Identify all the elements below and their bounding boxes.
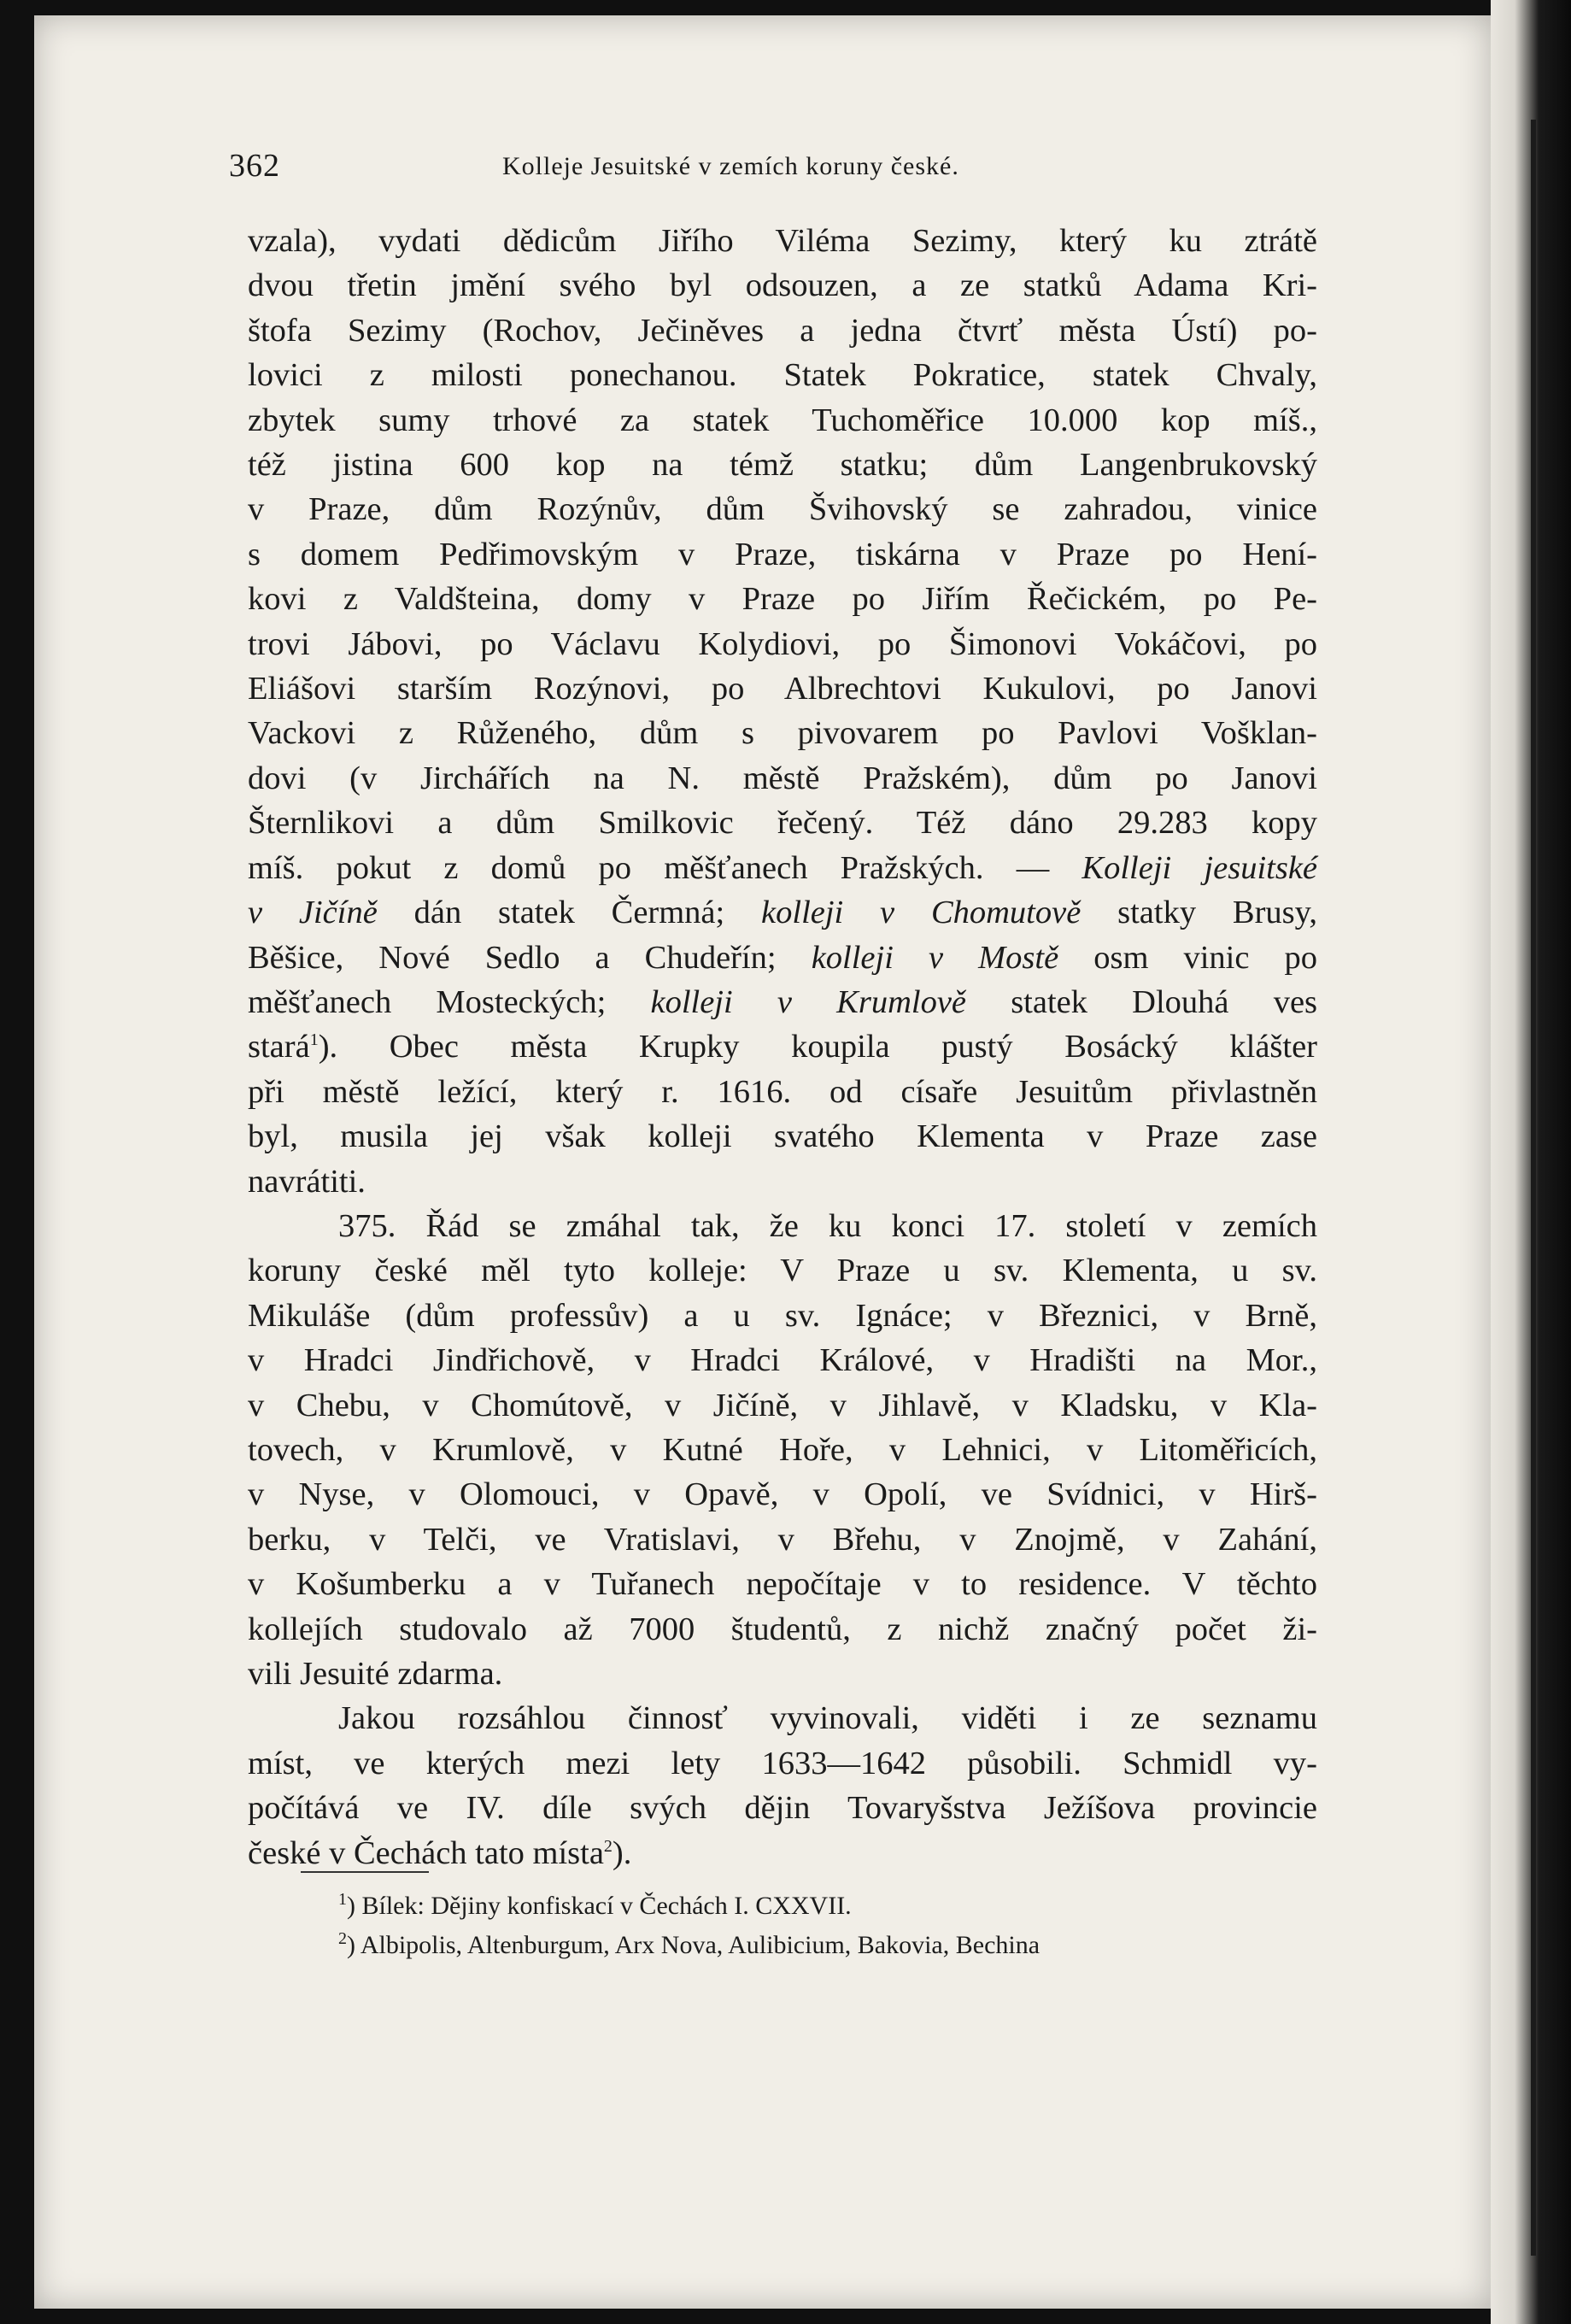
text-line: též jistina 600 kop na témž statku; dům Langenbrukovský xyxy=(248,447,1317,484)
text-line: Mikuláše (dům professův) a u sv. Ignáce; v Březnici, v Brně, xyxy=(248,1297,1317,1334)
text-line: s domem Pedřimovským v Praze, tiskárna v Praze po Hení- xyxy=(248,536,1317,572)
footnote-mark: 1 xyxy=(338,1890,347,1909)
footnotes xyxy=(338,1887,1321,1965)
text-line-with-italic xyxy=(248,980,1317,1024)
text-line: štofa Sezimy (Rochov, Ječiněves a jedna čtvrť města Ústí) po- xyxy=(248,312,1317,349)
running-title: Kolleje Jesuitské v zemích koruny české. xyxy=(502,152,959,180)
footnote-ref: 2 xyxy=(603,1836,613,1856)
footnote-rule xyxy=(301,1871,429,1873)
text-line: počítává ve IV. díle svých dějin Tovaryšstva Ježíšova provincie xyxy=(248,1790,1317,1827)
text-line: dovi (v Jirchářích na N. městě Pražském), dům po Janovi xyxy=(248,760,1317,796)
italic-run: Kolleji jesuitské xyxy=(1082,849,1317,886)
text-line: v Hradci Jindřichově, v Hradci Králové, v Hradišti na Mor., xyxy=(248,1342,1317,1379)
footnote-text: ) Albipolis, Altenburgum, Arx Nova, Aulibicium, Bakovia, Bechina xyxy=(347,1931,1040,1959)
text-line: kovi z Valdšteina, domy v Praze po Jiřím Řečickém, po Pe- xyxy=(248,581,1317,618)
italic-run: kolleji v Chomutově xyxy=(761,895,1082,931)
text-line: berku, v Telči, ve Vratislavi, v Břehu, v Znojmě, v Zahání, xyxy=(248,1521,1317,1558)
footnote xyxy=(338,1926,1321,1965)
text-line: v Chebu, v Chomútově, v Jičíně, v Jihlavě, v Kladsku, v Kla- xyxy=(248,1387,1317,1423)
text-run: Běšice, Nové Sedlo a Chudeřín; xyxy=(248,939,777,976)
text-run: stará xyxy=(248,1029,310,1065)
text-line: dvou třetin jmění svého byl odsouzen, a ze statků Adama Kri- xyxy=(248,267,1317,304)
binding-edge xyxy=(1531,120,1536,2256)
text-line-with-italic xyxy=(248,890,1317,935)
text-line-with-italic xyxy=(248,936,1317,980)
text-line: vili Jesuité zdarma. xyxy=(248,1656,503,1692)
italic-run: kolleji v Mostě xyxy=(811,939,1059,976)
text-run: české v Čechách tato místa xyxy=(248,1834,604,1871)
text-line: v Košumberku a v Tuřanech nepočítaje v to residence. V těchto xyxy=(248,1566,1317,1603)
text-line: zbytek sumy trhové za statek Tuchoměřice 10.000 kop míš., xyxy=(248,402,1317,438)
text-line: v Praze, dům Rozýnův, dům Švihovský se zahradou, vinice xyxy=(248,491,1317,528)
text-run: míš. pokut z domů po měšťanech Pražských. — xyxy=(248,849,1050,886)
footnote-ref: 1 xyxy=(309,1030,319,1050)
text-line: Šternlikovi a dům Smilkovic řečený. Též dáno 29.283 kopy xyxy=(248,805,1317,842)
text-run: ). xyxy=(612,1834,632,1871)
text-line: navrátiti. xyxy=(248,1163,366,1200)
paragraph-start: 375. Řád se zmáhal tak, že ku konci 17. století v zemích xyxy=(338,1207,1317,1244)
footnote xyxy=(338,1887,1321,1926)
text-run: ). Obec města Krupky koupila pustý Bosácký klášter xyxy=(318,1029,1317,1065)
page-number: 362 xyxy=(229,148,280,184)
text-line: míst, ve kterých mezi lety 1633—1642 působili. Schmidl vy- xyxy=(248,1745,1317,1781)
text-run: statky Brusy, xyxy=(1117,895,1318,931)
text-line: byl, musila jej však kolleji svatého Klementa v Praze zase xyxy=(248,1118,1317,1155)
text-line: Eliášovi starším Rozýnovi, po Albrechtovi Kukulovi, po Janovi xyxy=(248,671,1317,707)
text-line: Vackovi z Růženého, dům s pivovarem po Pavlovi Vošklan- xyxy=(248,715,1317,752)
text-line-with-footnote-ref xyxy=(248,1024,1317,1069)
italic-run: v Jičíně xyxy=(248,895,378,931)
text-line: koruny české měl tyto kolleje: V Praze u sv. Klementa, u sv. xyxy=(248,1253,1317,1289)
text-line: kollejích studovalo až 7000 študentů, z nichž značný počet ži- xyxy=(248,1611,1317,1647)
body-text xyxy=(248,219,1317,1875)
text-run: dán statek Čermná; xyxy=(413,895,725,931)
text-line: vzala), vydati dědicům Jiřího Viléma Sezimy, který ku ztrátě xyxy=(248,223,1317,259)
paragraph-start: Jakou rozsáhlou činnosť vyvinovali, viděti i ze seznamu xyxy=(338,1700,1317,1737)
footnote-mark: 2 xyxy=(338,1929,347,1948)
text-line: v Nyse, v Olomouci, v Opavě, v Opolí, ve Svídnici, v Hirš- xyxy=(248,1476,1317,1513)
text-run: osm vinic po xyxy=(1093,939,1318,976)
text-run: měšťanech Mosteckých; xyxy=(248,983,607,1020)
page-header xyxy=(212,147,1322,190)
text-line: trovi Jábovi, po Václavu Kolydiovi, po Šimonovi Vokáčovi, po xyxy=(248,625,1317,662)
text-line: při městě ležící, který r. 1616. od císaře Jesuitům přivlastněn xyxy=(248,1073,1317,1110)
text-line-with-footnote-ref xyxy=(248,1831,1317,1875)
text-line-with-italic xyxy=(248,846,1317,890)
footnote-text: ) Bílek: Dějiny konfiskací v Čechách I. CXXVII. xyxy=(347,1892,852,1920)
italic-run: kolleji v Krumlově xyxy=(650,983,966,1020)
text-line: tovech, v Krumlově, v Kutné Hoře, v Lehnici, v Litoměřicích, xyxy=(248,1431,1317,1468)
text-run: statek Dlouhá ves xyxy=(1011,983,1318,1020)
text-line: lovici z milosti ponechanou. Statek Pokratice, statek Chvaly, xyxy=(248,357,1317,394)
